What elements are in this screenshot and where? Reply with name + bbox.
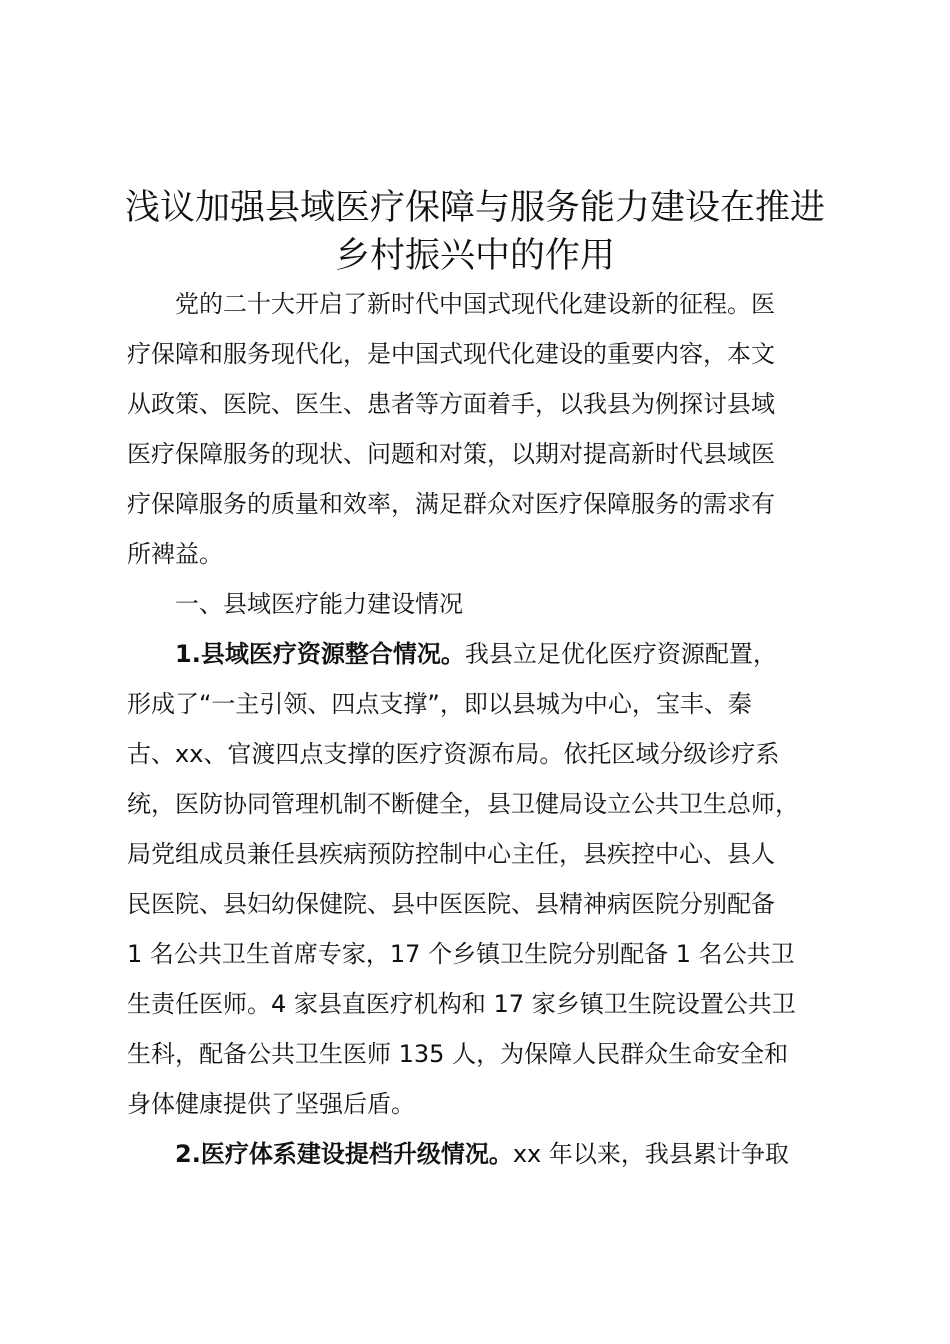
intro-line: 所裨益。 <box>127 540 223 568</box>
item1-line: 形成了“一主引领、四点支撑”，即以县城为中心，宝丰、秦 <box>127 690 752 718</box>
item2-first-line <box>175 1138 789 1170</box>
intro-line: 疗保障服务的质量和效率，满足群众对医疗保障服务的需求有 <box>127 490 775 518</box>
item1-line: 身体健康提供了坚强后盾。 <box>127 1090 415 1118</box>
item1-line: 生科，配备公共卫生医师 135 人，为保障人民群众生命安全和 <box>127 1040 789 1068</box>
item1-first-line <box>175 638 777 670</box>
item1-first-line-rest: 我县立足优化医疗资源配置， <box>464 640 777 668</box>
item2-first-line-rest: xx 年以来，我县累计争取 <box>512 1140 789 1168</box>
document-title-line-1: 浅议加强县域医疗保障与服务能力建设在推进 <box>124 188 825 228</box>
item1-lead: 1.县域医疗资源整合情况。 <box>175 640 465 668</box>
item1-line: 生责任医师。4 家县直医疗机构和 17 家乡镇卫生院设置公共卫 <box>127 990 796 1018</box>
item1-line: 民医院、县妇幼保健院、县中医医院、县精神病医院分别配备 <box>127 890 775 918</box>
item1-line: 统，医防协同管理机制不断健全，县卫健局设立公共卫生总师， <box>127 790 799 818</box>
intro-line: 疗保障和服务现代化，是中国式现代化建设的重要内容，本文 <box>127 340 775 368</box>
section-heading: 一、县域医疗能力建设情况 <box>175 590 463 618</box>
item1-line: 1 名公共卫生首席专家，17 个乡镇卫生院分别配备 1 名公共卫 <box>127 940 795 968</box>
document-title-line-2: 乡村振兴中的作用 <box>334 236 615 276</box>
item1-line: 局党组成员兼任县疾病预防控制中心主任，县疾控中心、县人 <box>127 840 775 868</box>
item1-line: 古、xx、官渡四点支撑的医疗资源布局。依托区域分级诊疗系 <box>127 740 780 768</box>
item2-lead: 2.医疗体系建设提档升级情况。 <box>175 1140 513 1168</box>
intro-line: 党的二十大开启了新时代中国式现代化建设新的征程。医 <box>175 290 775 318</box>
intro-line: 从政策、医院、医生、患者等方面着手，以我县为例探讨县域 <box>127 390 775 418</box>
intro-line: 医疗保障服务的现状、问题和对策，以期对提高新时代县域医 <box>127 440 775 468</box>
